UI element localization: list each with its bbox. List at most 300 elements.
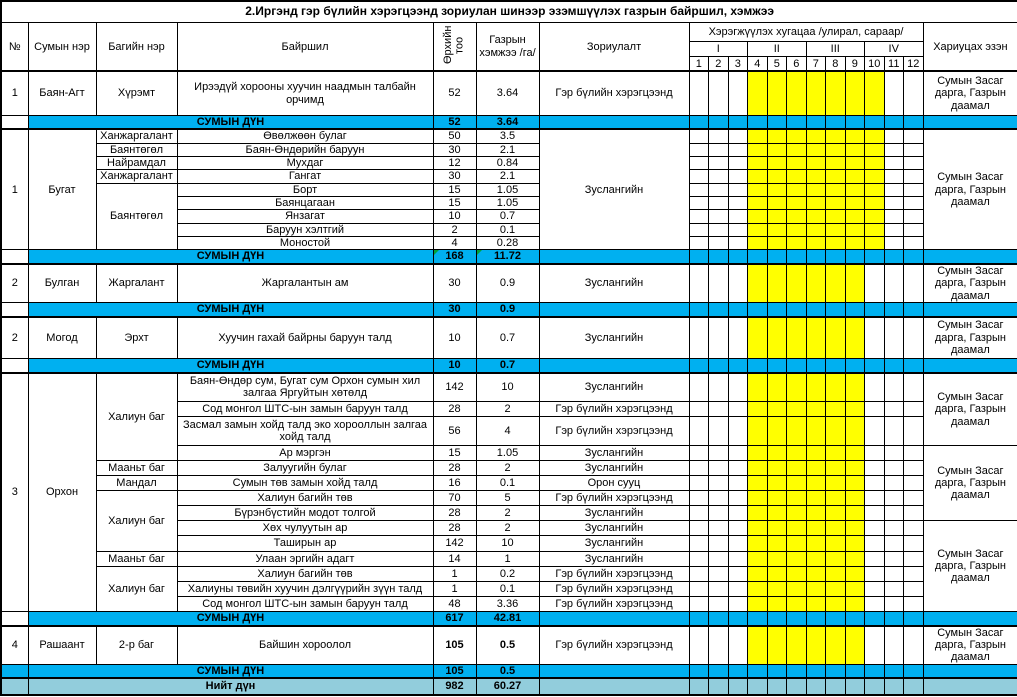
month-cell-4 [748, 491, 768, 506]
month-cell-5 [767, 71, 787, 115]
cell-area: 0.5 [476, 626, 539, 664]
month-cell-6 [787, 402, 807, 417]
cell-location: Халиун багийн төв [177, 491, 433, 506]
cell-num-blank [1, 303, 28, 317]
month-cell-11 [884, 417, 904, 446]
month-cell-2 [709, 359, 729, 373]
month-cell-8 [826, 402, 846, 417]
grand-total-area: 60.27 [476, 678, 539, 695]
month-cell-5 [767, 612, 787, 626]
month-cell-5 [767, 417, 787, 446]
month-cell-12 [904, 250, 924, 264]
month-cell-9 [845, 506, 865, 521]
month-cell-12 [904, 317, 924, 359]
cell-bag-name: Халиун баг [96, 567, 177, 612]
cell-households: 142 [433, 373, 476, 402]
month-cell-9 [845, 115, 865, 129]
header-sum-name: Сумын нэр [28, 23, 96, 72]
month-cell-7 [806, 521, 826, 536]
month-cell-5 [767, 597, 787, 612]
month-cell-7 [806, 71, 826, 115]
month-cell-6 [787, 359, 807, 373]
month-cell-2 [709, 129, 729, 143]
month-cell-11 [884, 115, 904, 129]
month-cell-7 [806, 143, 826, 156]
grand-total-households: 982 [433, 678, 476, 695]
month-cell-3 [728, 461, 748, 476]
month-cell-8 [826, 196, 846, 209]
month-cell-12 [904, 582, 924, 597]
cell-location: Ирээдүй хорооны хуучин наадмын талбайн орчимд [177, 71, 433, 115]
month-cell-3 [728, 664, 748, 678]
month-cell-4 [748, 402, 768, 417]
month-cell-12 [904, 264, 924, 303]
month-cell-10 [865, 536, 885, 552]
month-cell-5 [767, 317, 787, 359]
month-cell-4 [748, 210, 768, 223]
month-cell-7 [806, 664, 826, 678]
cell-households: 10 [433, 210, 476, 223]
month-cell-9 [845, 373, 865, 402]
sum-total-row [1, 612, 1017, 626]
month-cell-3 [728, 597, 748, 612]
sum-total-area: 42.81 [476, 612, 539, 626]
month-cell-10 [865, 223, 885, 236]
cell-section-num: 1 [1, 129, 28, 249]
month-cell-10 [865, 236, 885, 249]
month-cell-12 [904, 567, 924, 582]
cell-area: 10 [476, 373, 539, 402]
month-cell-10 [865, 506, 885, 521]
month-cell-2 [709, 115, 729, 129]
month-cell-1 [689, 183, 709, 196]
month-cell-5 [767, 521, 787, 536]
month-cell-11 [884, 567, 904, 582]
month-cell-10 [865, 196, 885, 209]
month-cell-3 [728, 536, 748, 552]
month-cell-1 [689, 236, 709, 249]
cell-sum-name: Баян-Агт [28, 71, 96, 115]
month-cell-4 [748, 506, 768, 521]
month-cell-2 [709, 626, 729, 664]
month-cell-1 [689, 317, 709, 359]
month-cell-12 [904, 678, 924, 695]
month-cell-11 [884, 317, 904, 359]
cell-purpose-blank [539, 612, 689, 626]
cell-location: Баруун хэлтгий [177, 223, 433, 236]
month-cell-10 [865, 303, 885, 317]
month-cell-7 [806, 567, 826, 582]
cell-bag-name: Жаргалант [96, 264, 177, 303]
month-cell-3 [728, 236, 748, 249]
cell-purpose: Гэр бүлийн хэрэгцээнд [539, 597, 689, 612]
month-cell-9 [845, 71, 865, 115]
month-cell-1 [689, 143, 709, 156]
month-cell-8 [826, 250, 846, 264]
month-cell-10 [865, 402, 885, 417]
month-cell-10 [865, 156, 885, 169]
cell-bag-name: Ханжаргалант [96, 170, 177, 183]
month-cell-8 [826, 582, 846, 597]
month-cell-7 [806, 236, 826, 249]
month-cell-4 [748, 317, 768, 359]
month-cell-2 [709, 71, 729, 115]
cell-purpose: Зуслангийн [539, 506, 689, 521]
header-area: Газрын хэмжээ /га/ [476, 23, 539, 72]
cell-bag-name: 2-р баг [96, 626, 177, 664]
cell-location: Сод монгол ШТС-ын замын баруун талд [177, 402, 433, 417]
month-cell-6 [787, 183, 807, 196]
month-cell-6 [787, 582, 807, 597]
month-cell-7 [806, 552, 826, 567]
month-cell-1 [689, 506, 709, 521]
sum-total-row [1, 303, 1017, 317]
month-cell-11 [884, 143, 904, 156]
month-cell-5 [767, 359, 787, 373]
month-cell-4 [748, 446, 768, 461]
month-cell-7 [806, 373, 826, 402]
month-cell-11 [884, 236, 904, 249]
cell-responsible: Сумын Засаг дарга, Газрын даамал [923, 129, 1017, 249]
month-cell-7 [806, 359, 826, 373]
month-cell-9 [845, 223, 865, 236]
header-quarter-1: I [689, 41, 748, 57]
cell-location: Халиун багийн төв [177, 567, 433, 582]
header-month-1: 1 [689, 57, 709, 71]
header-month-11: 11 [884, 57, 904, 71]
cell-area: 0.7 [476, 317, 539, 359]
cell-purpose-blank [539, 115, 689, 129]
cell-section-num: 3 [1, 373, 28, 612]
month-cell-9 [845, 359, 865, 373]
header-month-5: 5 [767, 57, 787, 71]
month-cell-1 [689, 250, 709, 264]
month-cell-7 [806, 506, 826, 521]
cell-bag-name: Эрхт [96, 317, 177, 359]
cell-location: Ар мэргэн [177, 446, 433, 461]
header-purpose: Зориулалт [539, 23, 689, 72]
cell-responsible-blank [923, 303, 1017, 317]
month-cell-3 [728, 552, 748, 567]
data-row [1, 552, 1017, 567]
cell-area: 3.36 [476, 597, 539, 612]
month-cell-1 [689, 115, 709, 129]
month-cell-9 [845, 491, 865, 506]
month-cell-9 [845, 317, 865, 359]
month-cell-3 [728, 402, 748, 417]
month-cell-5 [767, 236, 787, 249]
month-cell-10 [865, 71, 885, 115]
header-month-4: 4 [748, 57, 768, 71]
month-cell-12 [904, 303, 924, 317]
month-cell-5 [767, 156, 787, 169]
month-cell-2 [709, 223, 729, 236]
header-num: № [1, 23, 28, 72]
data-row [1, 156, 1017, 169]
month-cell-3 [728, 582, 748, 597]
month-cell-3 [728, 303, 748, 317]
cell-responsible-blank [923, 115, 1017, 129]
cell-responsible: Сумын Засаг дарга, Газрын даамал [923, 373, 1017, 446]
month-cell-10 [865, 626, 885, 664]
cell-area: 10 [476, 536, 539, 552]
header-households: Өрхийн тоо [433, 23, 476, 72]
month-cell-7 [806, 626, 826, 664]
month-cell-11 [884, 552, 904, 567]
month-cell-4 [748, 156, 768, 169]
cell-responsible: Сумын Засаг дарга, Газрын даамал [923, 521, 1017, 612]
month-cell-5 [767, 664, 787, 678]
header-month-3: 3 [728, 57, 748, 71]
cell-area: 1.05 [476, 196, 539, 209]
month-cell-6 [787, 115, 807, 129]
data-row [1, 264, 1017, 303]
month-cell-3 [728, 264, 748, 303]
month-cell-1 [689, 626, 709, 664]
month-cell-12 [904, 196, 924, 209]
cell-purpose: Орон сууц [539, 476, 689, 491]
month-cell-1 [689, 196, 709, 209]
month-cell-8 [826, 183, 846, 196]
month-cell-10 [865, 597, 885, 612]
month-cell-2 [709, 417, 729, 446]
month-cell-4 [748, 359, 768, 373]
cell-responsible: Сумын Засаг дарга, Газрын даамал [923, 626, 1017, 664]
cell-purpose: Зуслангийн [539, 461, 689, 476]
month-cell-9 [845, 536, 865, 552]
cell-bag-name: Хүрэмт [96, 71, 177, 115]
month-cell-1 [689, 552, 709, 567]
cell-responsible: Сумын Засаг дарга, Газрын даамал [923, 264, 1017, 303]
month-cell-2 [709, 582, 729, 597]
month-cell-3 [728, 446, 748, 461]
month-cell-5 [767, 567, 787, 582]
cell-section-num: 4 [1, 626, 28, 664]
month-cell-4 [748, 373, 768, 402]
month-cell-7 [806, 196, 826, 209]
cell-area: 1.05 [476, 183, 539, 196]
cell-households: 28 [433, 506, 476, 521]
month-cell-3 [728, 476, 748, 491]
cell-purpose-blank [539, 359, 689, 373]
month-cell-10 [865, 491, 885, 506]
month-cell-1 [689, 223, 709, 236]
month-cell-10 [865, 582, 885, 597]
month-cell-6 [787, 626, 807, 664]
cell-households: 4 [433, 236, 476, 249]
month-cell-9 [845, 552, 865, 567]
header-month-2: 2 [709, 57, 729, 71]
cell-location: Жаргалантын ам [177, 264, 433, 303]
page-title: 2.Иргэнд гэр бүлийн хэрэгцээнд зориулан шинээр эзэмшүүлэх газрын байршил, хэмжээ [1, 1, 1017, 23]
month-cell-9 [845, 210, 865, 223]
month-cell-10 [865, 359, 885, 373]
cell-area: 0.84 [476, 156, 539, 169]
cell-households: 14 [433, 552, 476, 567]
cell-bag-name: Найрамдал [96, 156, 177, 169]
month-cell-3 [728, 491, 748, 506]
cell-location: Улаан эргийн адагт [177, 552, 433, 567]
month-cell-2 [709, 156, 729, 169]
month-cell-3 [728, 612, 748, 626]
month-cell-8 [826, 143, 846, 156]
cell-sum-name: Могод [28, 317, 96, 359]
month-cell-2 [709, 506, 729, 521]
data-row [1, 461, 1017, 476]
month-cell-8 [826, 373, 846, 402]
header-month-8: 8 [826, 57, 846, 71]
cell-households: 28 [433, 461, 476, 476]
cell-purpose: Зуслангийн [539, 521, 689, 536]
month-cell-2 [709, 612, 729, 626]
month-cell-2 [709, 536, 729, 552]
month-cell-6 [787, 317, 807, 359]
month-cell-9 [845, 183, 865, 196]
cell-households: 48 [433, 597, 476, 612]
month-cell-10 [865, 664, 885, 678]
month-cell-1 [689, 156, 709, 169]
cell-area: 2.1 [476, 170, 539, 183]
month-cell-6 [787, 597, 807, 612]
cell-households: 52 [433, 71, 476, 115]
month-cell-7 [806, 129, 826, 143]
cell-bag-name: Баянтөгөл [96, 183, 177, 250]
cell-location: Бүрэнбүстийн модот толгой [177, 506, 433, 521]
month-cell-3 [728, 170, 748, 183]
month-cell-1 [689, 71, 709, 115]
month-cell-3 [728, 210, 748, 223]
month-cell-5 [767, 552, 787, 567]
month-cell-1 [689, 491, 709, 506]
month-cell-11 [884, 678, 904, 695]
month-cell-4 [748, 170, 768, 183]
month-cell-9 [845, 567, 865, 582]
cell-location: Өвөлжөөн булаг [177, 129, 433, 143]
month-cell-1 [689, 359, 709, 373]
cell-location: Халиуны төвийн хуучин дэлгүүрийн зүүн талд [177, 582, 433, 597]
month-cell-11 [884, 582, 904, 597]
month-cell-8 [826, 210, 846, 223]
month-cell-1 [689, 129, 709, 143]
cell-sum-name: Бугат [28, 129, 96, 249]
month-cell-3 [728, 223, 748, 236]
cell-section-num: 2 [1, 264, 28, 303]
month-cell-6 [787, 71, 807, 115]
cell-area: 0.7 [476, 210, 539, 223]
month-cell-8 [826, 552, 846, 567]
month-cell-8 [826, 170, 846, 183]
month-cell-12 [904, 359, 924, 373]
month-cell-12 [904, 491, 924, 506]
cell-purpose-blank [539, 250, 689, 264]
month-cell-5 [767, 402, 787, 417]
data-row [1, 317, 1017, 359]
month-cell-12 [904, 223, 924, 236]
cell-purpose-blank [539, 678, 689, 695]
month-cell-1 [689, 521, 709, 536]
month-cell-2 [709, 446, 729, 461]
cell-households: 1 [433, 567, 476, 582]
month-cell-2 [709, 250, 729, 264]
month-cell-10 [865, 143, 885, 156]
cell-households: 30 [433, 143, 476, 156]
cell-households: 10 [433, 317, 476, 359]
month-cell-8 [826, 664, 846, 678]
cell-households: 15 [433, 446, 476, 461]
month-cell-7 [806, 417, 826, 446]
month-cell-6 [787, 612, 807, 626]
month-cell-12 [904, 236, 924, 249]
sum-total-label: СУМЫН ДҮН [28, 612, 433, 626]
month-cell-1 [689, 612, 709, 626]
header-month-9: 9 [845, 57, 865, 71]
month-cell-5 [767, 461, 787, 476]
month-cell-8 [826, 264, 846, 303]
month-cell-9 [845, 476, 865, 491]
month-cell-4 [748, 223, 768, 236]
data-row [1, 143, 1017, 156]
month-cell-5 [767, 626, 787, 664]
month-cell-4 [748, 521, 768, 536]
cell-bag-name: Мааньт баг [96, 552, 177, 567]
sum-total-area: 3.64 [476, 115, 539, 129]
month-cell-11 [884, 597, 904, 612]
month-cell-9 [845, 664, 865, 678]
month-cell-11 [884, 521, 904, 536]
month-cell-2 [709, 567, 729, 582]
month-cell-4 [748, 303, 768, 317]
month-cell-11 [884, 461, 904, 476]
cell-bag-name: Мааньт баг [96, 461, 177, 476]
data-row [1, 170, 1017, 183]
header-quarter-4: IV [865, 41, 924, 57]
month-cell-8 [826, 491, 846, 506]
month-cell-12 [904, 156, 924, 169]
month-cell-6 [787, 236, 807, 249]
month-cell-8 [826, 156, 846, 169]
sum-total-households: 617 [433, 612, 476, 626]
month-cell-8 [826, 359, 846, 373]
month-cell-1 [689, 170, 709, 183]
month-cell-2 [709, 317, 729, 359]
month-cell-10 [865, 417, 885, 446]
sum-total-area: 0.7 [476, 359, 539, 373]
month-cell-5 [767, 115, 787, 129]
cell-responsible-blank [923, 612, 1017, 626]
month-cell-10 [865, 210, 885, 223]
sum-total-label: СУМЫН ДҮН [28, 664, 433, 678]
header-month-10: 10 [865, 57, 885, 71]
cell-area: 0.2 [476, 567, 539, 582]
month-cell-10 [865, 476, 885, 491]
month-cell-8 [826, 71, 846, 115]
cell-households: 2 [433, 223, 476, 236]
month-cell-10 [865, 317, 885, 359]
cell-area: 0.1 [476, 223, 539, 236]
cell-area: 3.64 [476, 71, 539, 115]
month-cell-2 [709, 183, 729, 196]
data-row [1, 129, 1017, 143]
month-cell-4 [748, 115, 768, 129]
month-cell-2 [709, 210, 729, 223]
cell-households: 16 [433, 476, 476, 491]
month-cell-11 [884, 250, 904, 264]
month-cell-9 [845, 461, 865, 476]
month-cell-5 [767, 446, 787, 461]
month-cell-4 [748, 552, 768, 567]
month-cell-6 [787, 446, 807, 461]
month-cell-10 [865, 250, 885, 264]
